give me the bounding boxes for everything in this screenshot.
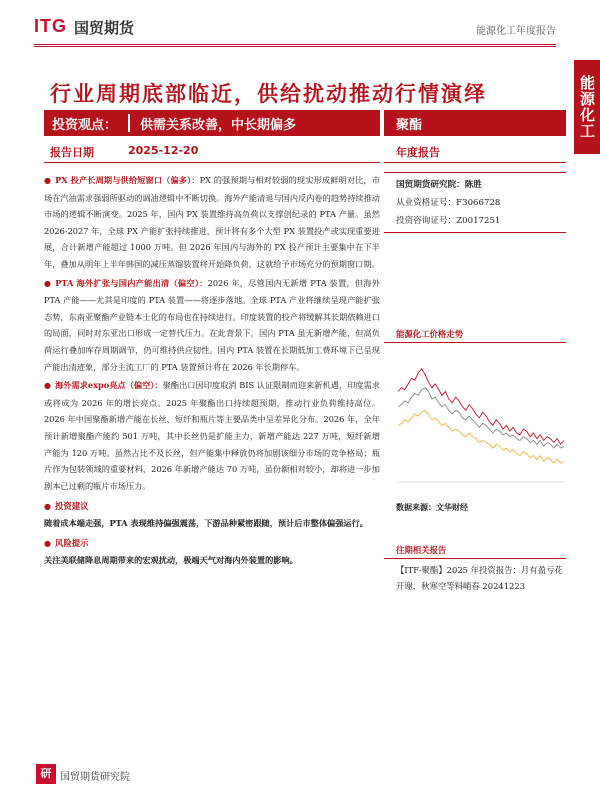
body-column [44,172,380,571]
chart-title: 能源化工价格走势 [396,329,463,339]
bullet-icon: ● [44,278,52,288]
related-reports-title: 往期相关报告 [396,545,447,555]
bar-separator [128,114,130,132]
bullet-icon: ● [44,501,51,512]
logo-itg: ITG [34,16,67,36]
bullet-icon: ● [44,381,52,391]
report-date-value: 2025-12-20 [128,144,199,157]
chart-series-line-1 [398,369,564,444]
paragraph-px [44,172,380,273]
investment-advice-text: 随着成本端走强，PTA 表现维持偏强震荡，下游品种紧密跟随，预计后市整体偏强运行。 [44,517,368,528]
related-divider [384,558,566,559]
risk-text: 关注美联储降息周期带来的宏观扰动，极端天气对海内外装置的影响。 [44,555,298,566]
license-qualification: 从业资格证号：F3066728 [396,198,501,208]
page-title: 行业周期底部临近，供给扰动推动行情演绎 [50,81,487,106]
paragraph-text: 2026 年，尽管国内无新增 PTA 装置，但海外 PTA 产能——尤其是印度的 PTA 装置——将逐步落地。全球 PTA 产业将继续呈现产能扩张态势，东南亚聚酯产业链本土化的布局也在持续进行。印度装置的投产将缓解其长期依赖进口的局面，同时对东亚出口形成一定替代压力。在此背景下，国内 PTA 虽无新增产能，但高负荷运行叠加库存周期调节，仍可维持供应韧性。国内 PTA 装置在长期低加工费环境下已呈现产能出清迹象，部分主流工厂的 PTA 装置预计将在 2026 年长期停车。 [44,277,380,372]
investment-view-text: 供需关系改善，中长期偏多 [140,118,297,133]
related-report-link[interactable]: 【ITF-聚酯】2025 年投资报告：月有盈亏花开谢，秋寒空等料峭春 20241223 [396,565,563,591]
paragraph-text: PX 的强预期与相对较弱的现实形成鲜明对比，市场在汽油需求强弱所驱动的调油逻辑中不断切换。海外产能清退与国内反内卷的趋势持续推动市场的逻辑不断演变。2025 年，国内 PX 装置维持高负荷以支撑创纪录的 PTA 产量。虽然 2026-2027 年，全球 PX 产能扩张持续推进，预计将有多个大型 PX 装置投产或实现重要进展，合计新增产能超过 1000 万吨。但 2026 年国内与海外的 PX 投产预计主要集中在下半年，叠加从明年上半年韩国的减压蒸馏装置将开始降负荷，这就给予市场充分的预期窗口期。 [44,175,381,269]
paragraph-demand [44,377,380,494]
side-tab: 能源化工 [574,60,600,154]
analyst-divider [384,172,566,173]
header-divider-secondary [34,46,556,47]
footer-logo-icon: 研 [36,764,56,784]
paragraph-text: 聚酯出口因印度取消 BIS 认证限制而迎来新机遇，印度需求或将成为 2026 年的增长亮点。2025 年聚酯出口持续超预期，推动行业负荷维持高位。2026 年中国聚酯新增产能在长丝、短纤和瓶片等主要品类中呈差异化分布。2026 年，全年预计新增聚酯产能约 501 万吨，其中长丝仍是扩能主力，新增产能达 227 万吨，短纤新增产能为 120 万吨。虽然占比不及长丝，但产能集中释放仍将加剧该细分市场的竞争格局；瓶片作为包装领域的重要材料，2026 年新增产能达 70 万吨，虽份额相对较小，却将进一步加剧本已过剩的瓶片市场压力。 [44,380,380,491]
report-type: 年度报告 [396,146,440,159]
report-series: 能源化工年度报告 [476,26,556,37]
investment-advice-heading: ● 投资建议 [44,501,89,512]
price-trend-chart [392,342,570,492]
paragraph-keyword: PTA 海外扩张与国内产能出清（偏空）： [55,277,208,288]
report-type-divider [384,162,566,163]
investment-view-label: 投资观点： [52,118,118,133]
license-consulting: 投资咨询证号：Z0017251 [396,216,501,226]
bullet-icon: ● [44,538,51,549]
paragraph-pta [44,275,380,376]
analyst: 国贸期货研究院：陈胜 [396,180,482,190]
analyst-divider-bottom [384,232,566,233]
paragraph-keyword: PX 投产长周期与供给短窗口（偏多）： [55,175,200,185]
data-source: 数据来源：文华财经 [396,502,468,512]
product-name: 聚酯 [396,118,423,133]
paragraph-keyword: 海外需求expo亮点（偏空）： [55,380,163,391]
risk-heading: ● 风险提示 [44,538,89,549]
logo-company-name: 国贸期货 [74,19,135,37]
header-divider [34,44,556,45]
bullet-icon: ● [44,176,52,185]
report-date-label: 报告日期 [50,146,94,159]
footer-text: 国贸期货研究院 [60,772,130,783]
chart-series-line-2 [398,388,564,448]
date-divider [44,162,380,163]
